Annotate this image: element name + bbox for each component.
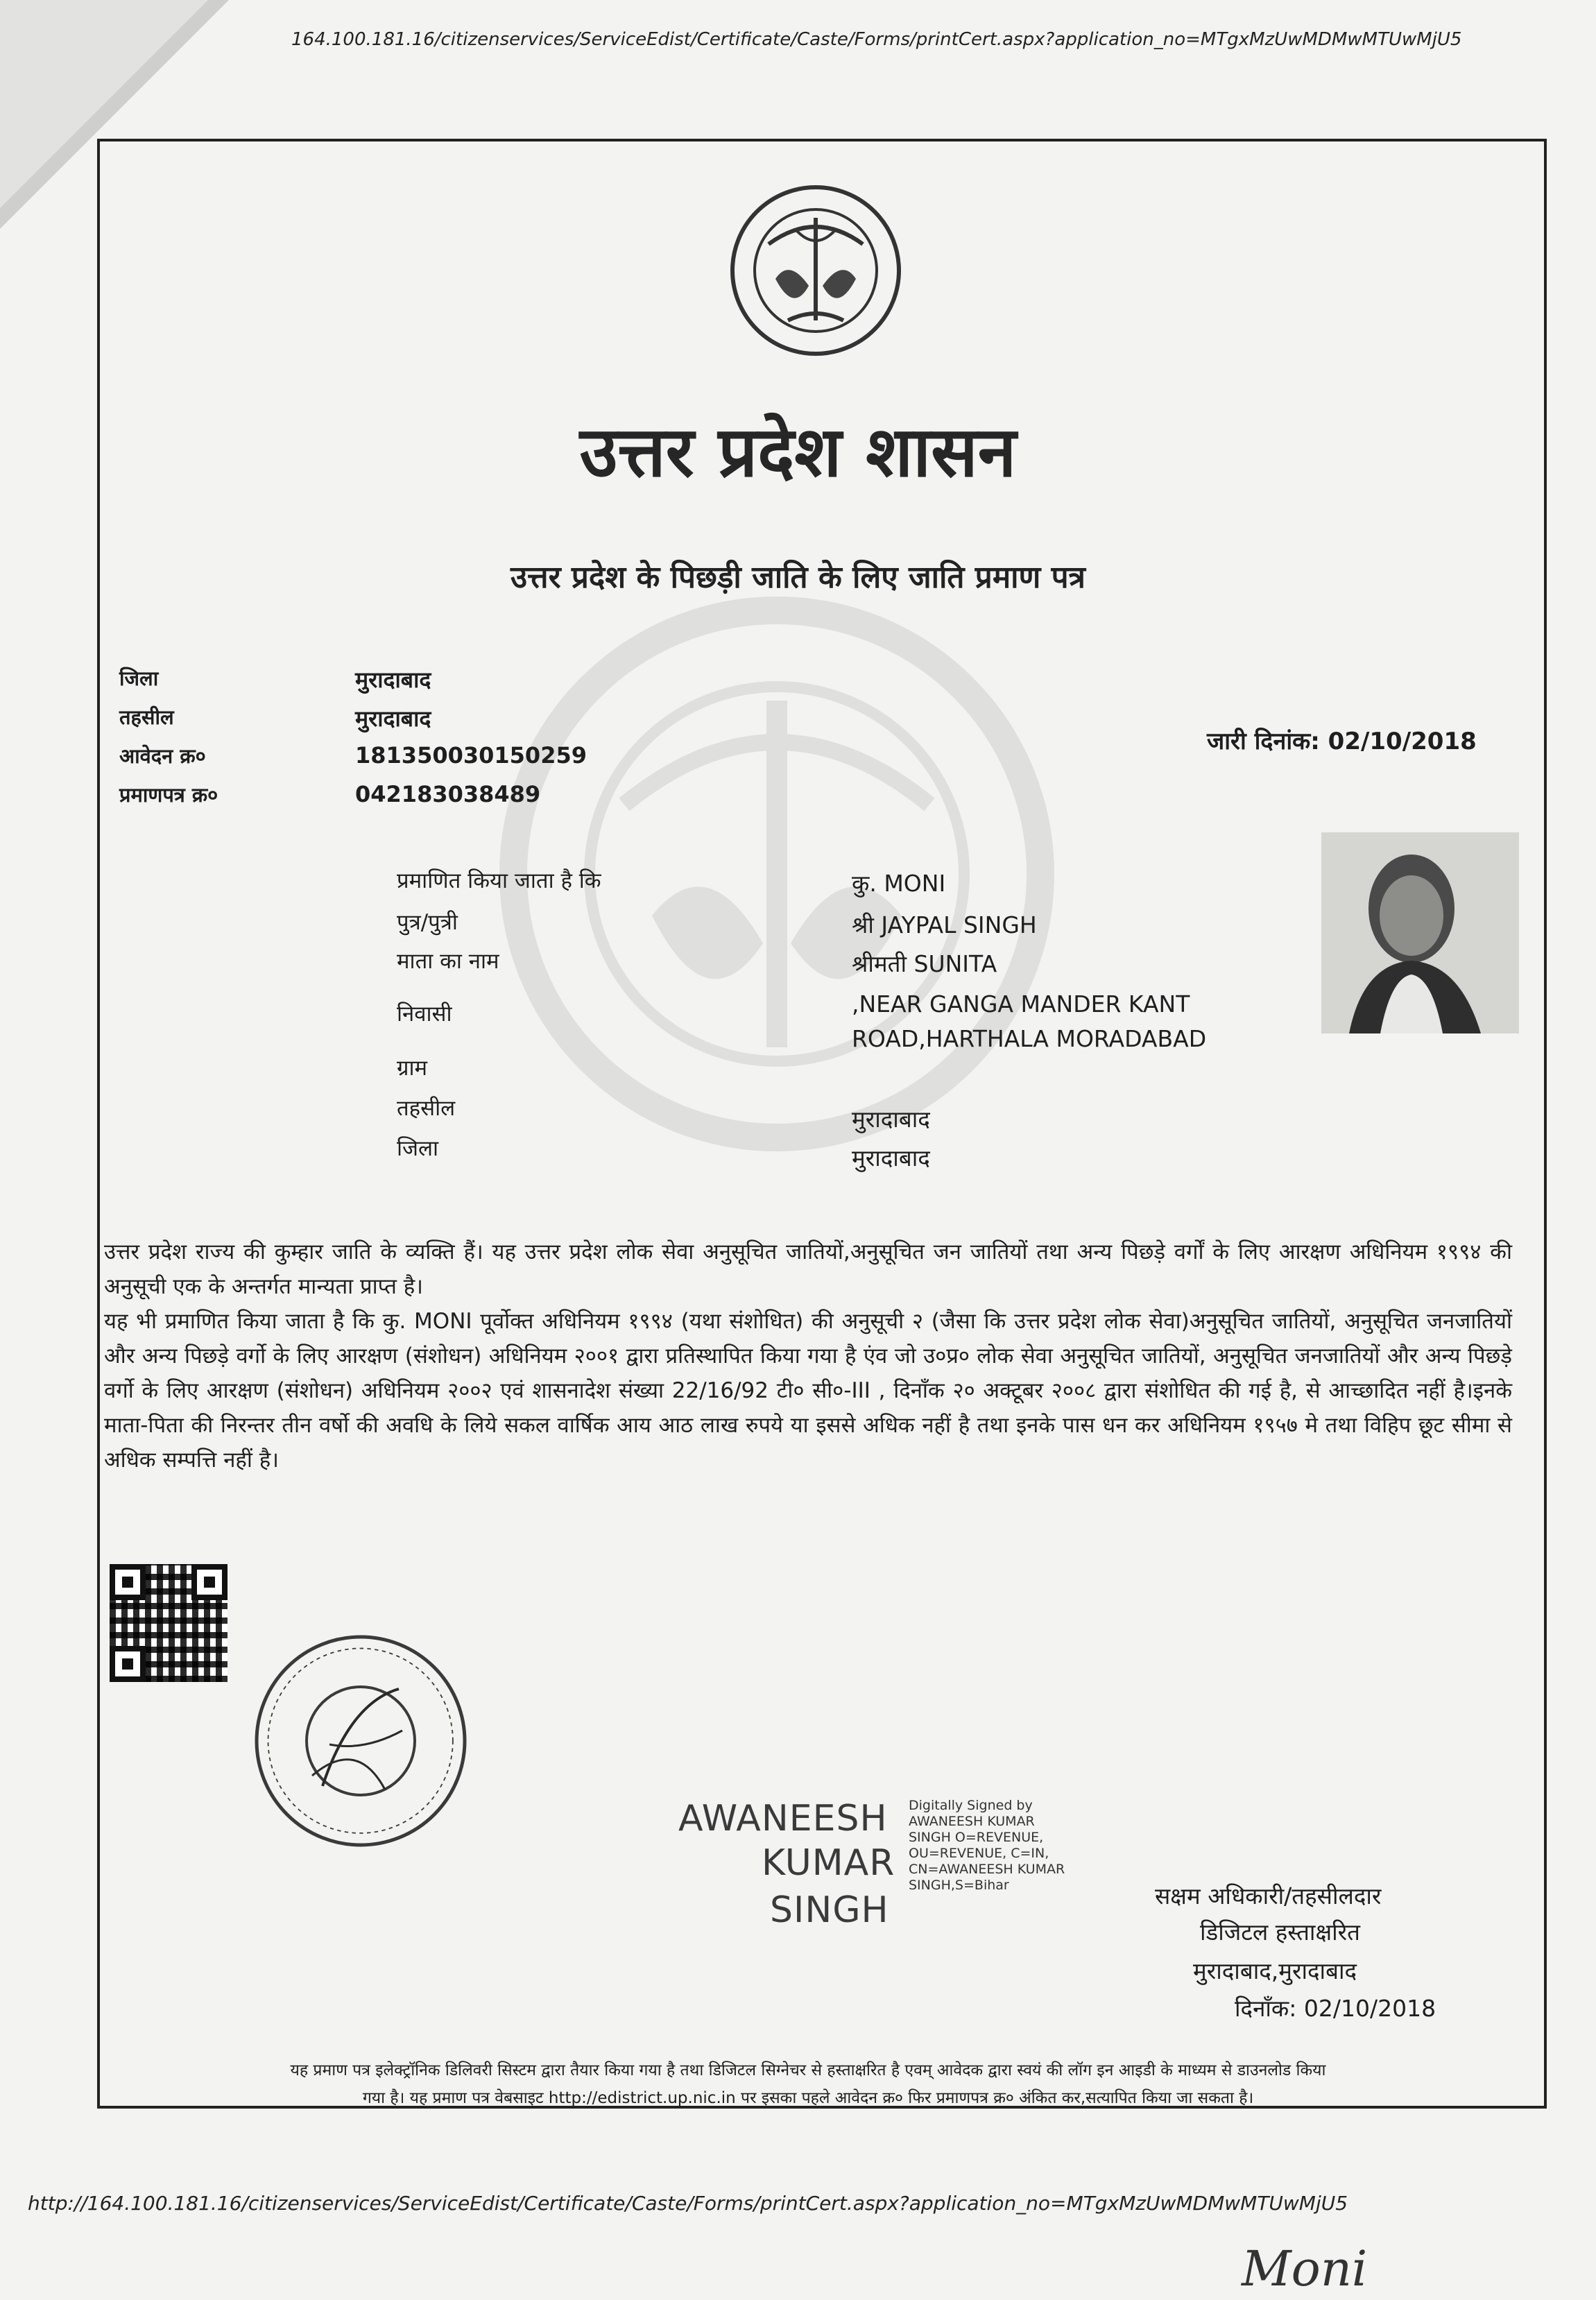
field-label-mother: माता का नाम xyxy=(397,949,499,974)
info-label-certificate-no: प्रमाणपत्र क्र० xyxy=(119,783,218,807)
signature-name-line-2: KUMAR xyxy=(762,1842,895,1884)
verification-note-line-2: गया है। यह प्रमाण पत्र वेबसाइट http://edistrict.up.nic.in पर इसका पहले आवेदन क्र० फिर प्रमाणपत्र क्र० अंकित कर,सत्यापित किया जा सकता है। xyxy=(362,2089,1254,2107)
signature-detail-line: OU=REVENUE, C=IN, xyxy=(909,1846,1049,1861)
field-label-certified: प्रमाणित किया जाता है कि xyxy=(397,868,601,893)
field-label-son-daughter: पुत्र/पुत्री xyxy=(397,910,458,935)
signature-detail-line: CN=AWANEESH KUMAR xyxy=(909,1862,1065,1877)
field-value-address-2: ROAD,HARTHALA MORADABAD xyxy=(852,1025,1207,1052)
certificate-subtitle: उत्तर प्रदेश के पिछड़ी जाति के लिए जाति प्रमाण पत्र xyxy=(510,560,1086,595)
applicant-photo xyxy=(1321,832,1519,1033)
field-label-village: ग्राम xyxy=(397,1056,428,1081)
field-value-address-1: ,NEAR GANGA MANDER KANT xyxy=(852,990,1190,1018)
info-label-application-no: आवेदन क्र० xyxy=(119,744,206,768)
handwritten-note: Moni xyxy=(1242,2240,1368,2297)
field-value-tehsil: मुरादाबाद xyxy=(852,1106,930,1133)
info-value-district: मुरादाबाद xyxy=(355,667,431,693)
field-value-father: श्री JAYPAL SINGH xyxy=(852,911,1037,938)
officer-location: मुरादाबाद,मुरादाबाद xyxy=(1193,1957,1357,1984)
signature-detail-line: SINGH,S=Bihar xyxy=(909,1878,1009,1893)
verification-qr-code xyxy=(110,1564,228,1682)
field-value-district: मुरादाबाद xyxy=(852,1144,930,1172)
info-value-application-no: 181350030150259 xyxy=(355,742,587,769)
certificate-title: उत्तर प्रदेश शासन xyxy=(579,411,1017,492)
certificate-body xyxy=(104,1235,1512,1477)
verification-note-line-1: यह प्रमाण पत्र इलेक्ट्रॉनिक डिलिवरी सिस्टम द्वारा तैयार किया गया है तथा डिजिटल सिग्नेचर से हस्ताक्षरित है एवम् आवेदक द्वारा स्वयं की लॉग इन आइडी के माध्यम से डाउनलोड किया xyxy=(290,2061,1326,2079)
signature-name-line-3: SINGH xyxy=(770,1889,889,1931)
officer-designation: सक्षम अधिकारी/तहसीलदार xyxy=(1155,1882,1382,1909)
info-value-certificate-no: 042183038489 xyxy=(355,781,541,807)
signature-detail-line: AWANEESH KUMAR xyxy=(909,1814,1035,1829)
verification-note xyxy=(104,2057,1512,2112)
info-label-tehsil: तहसील xyxy=(119,705,174,729)
info-value-tehsil: मुरादाबाद xyxy=(355,705,431,732)
field-label-district: जिला xyxy=(397,1136,439,1161)
signature-detail-line: Digitally Signed by xyxy=(909,1798,1033,1813)
state-emblem-icon xyxy=(727,182,904,359)
issue-date: जारी दिनांक: 02/10/2018 xyxy=(1207,728,1477,755)
officer-date: दिनाँक: 02/10/2018 xyxy=(1235,1995,1436,2022)
digital-signature-details xyxy=(909,1798,1124,1894)
field-value-name: कु. MONI xyxy=(852,870,946,897)
field-value-mother: श्रीमती SUNITA xyxy=(852,950,997,977)
header-url: 164.100.181.16/citizenservices/ServiceEdist/Certificate/Caste/Forms/printCert.aspx?application_no=MTgxMzUwMDMwMTUwMjU5 xyxy=(291,29,1462,50)
field-label-tehsil: तहसील xyxy=(397,1096,456,1121)
body-paragraph-creamy-layer: यह भी प्रमाणित किया जाता है कि कु. MONI पूर्वोक्त अधिनियम १९९४ (यथा संशोधित) की अनुसूची २ (जैसा कि उत्तर प्रदेश लोक सेवा)अनुसूचित जातियों, अनुसूचित जनजातियों और अन्य पिछड़े वर्गो के लिए आरक्षण (संशोधन) अधिनियम २००१ द्वारा प्रतिस्थापित किया गया है एंव जो उ०प्र० लोक सेवा अनुसूचित जातियों, अनुसूचित जनजातियों और अन्य पिछड़े वर्गो के लिए आरक्षण (संशोधन) अधिनियम २००२ एवं शासनादेश संख्या 22/16/92 टी० सी०-III , दिनाँक २० अक्टूबर २००८ द्वारा संशोधित की गई है, से आच्छादित नहीं है।इनके माता-पिता की निरन्तर तीन वर्षो की अवधि के लिये सकल वार्षिक आय आठ लाख रुपये या इससे अधिक नहीं है तथा इनके पास धन कर अधिनियम १९५७ मे तथा विहिप छूट सीमा से अधिक सम्पत्ति नहीं है। xyxy=(104,1309,1512,1473)
field-label-resident: निवासी xyxy=(397,1002,452,1027)
signature-detail-line: SINGH O=REVENUE, xyxy=(909,1830,1044,1845)
info-label-district: जिला xyxy=(119,667,159,690)
signature-name-line-1: AWANEESH xyxy=(678,1798,888,1839)
body-paragraph-caste: उत्तर प्रदेश राज्य की कुम्हार जाति के व्यक्ति हैं। यह उत्तर प्रदेश लोक सेवा अनुसूचित जातियों,अनुसूचित जन जातियों तथा अन्य पिछड़े वर्गों के लिए आरक्षण अधिनियम १९९४ की अनुसूची एक के अन्तर्गत मान्यता प्राप्त है। xyxy=(104,1239,1512,1299)
csc-kendra-stamp-icon xyxy=(246,1627,475,1855)
footer-url: http://164.100.181.16/citizenservices/ServiceEdist/Certificate/Caste/Forms/printCert.aspx?application_no=MTgxMzUwMDMwMTUwMjU5 xyxy=(28,2192,1348,2215)
officer-digitally-signed: डिजिटल हस्ताक्षरित xyxy=(1200,1919,1360,1946)
